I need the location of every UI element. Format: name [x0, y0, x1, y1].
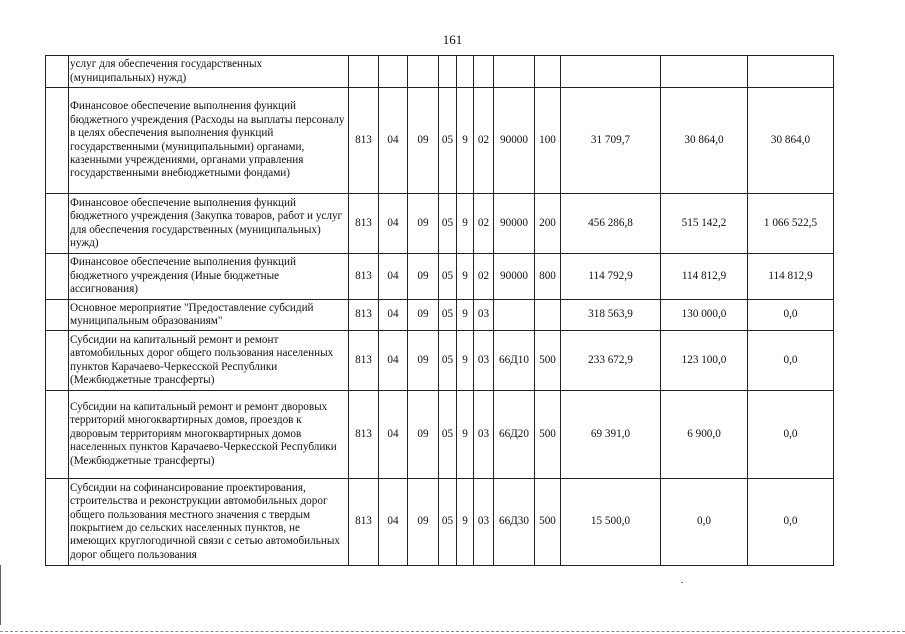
cell-description: Финансовое обеспечение выполнения функций бюджетного учреждения (Расходы на выплаты персоналу в целях обеспечения выполнения функций государственными (муниципальными) органами, казенными учреждениями, органами управления государственными внебюджетными фондами) — [69, 88, 349, 194]
scan-speck — [681, 582, 683, 583]
cell-subsection — [408, 56, 439, 88]
cell-sum-year1 — [561, 56, 661, 88]
cell-subsection: 09 — [408, 300, 439, 331]
cell-blank — [46, 479, 69, 566]
cell-sum-year3: 0,0 — [748, 331, 834, 391]
cell-section: 04 — [379, 479, 408, 566]
cell-section: 04 — [379, 331, 408, 391]
cell-sum-year1: 31 709,7 — [561, 88, 661, 194]
cell-subsection: 09 — [408, 391, 439, 479]
cell-blank — [46, 300, 69, 331]
cell-event: 03 — [474, 391, 494, 479]
cell-glrs: 813 — [349, 194, 379, 254]
cell-section: 04 — [379, 391, 408, 479]
cell-event: 02 — [474, 88, 494, 194]
cell-expense-type: 500 — [535, 479, 561, 566]
cell-sum-year2: 130 000,0 — [661, 300, 748, 331]
cell-subprogram: 9 — [457, 300, 474, 331]
cell-direction: 90000 — [494, 88, 535, 194]
cell-subsection: 09 — [408, 479, 439, 566]
table-row — [46, 300, 834, 331]
cell-expense-type: 800 — [535, 254, 561, 300]
cell-blank — [46, 88, 69, 194]
cell-program — [439, 56, 457, 88]
cell-sum-year2: 6 900,0 — [661, 391, 748, 479]
cell-section: 04 — [379, 194, 408, 254]
cell-direction: 90000 — [494, 194, 535, 254]
scan-edge-mark — [0, 565, 1, 625]
cell-direction — [494, 56, 535, 88]
cell-blank — [46, 331, 69, 391]
cell-subprogram: 9 — [457, 331, 474, 391]
cell-sum-year3 — [748, 56, 834, 88]
table-row — [46, 254, 834, 300]
cell-description: Финансовое обеспечение выполнения функций бюджетного учреждения (Закупка товаров, работ и услуг для обеспечения государственных (муниципальных) нужд) — [69, 194, 349, 254]
cell-description: Субсидии на капитальный ремонт и ремонт дворовых территорий многоквартирных домов, проездов к дворовым территориям многоквартирных домов населенных пунктов Карачаево-Черкесской Республики (Межбюджетные трансферты) — [69, 391, 349, 479]
cell-section: 04 — [379, 254, 408, 300]
cell-event: 02 — [474, 254, 494, 300]
cell-sum-year2: 515 142,2 — [661, 194, 748, 254]
cell-program: 05 — [439, 300, 457, 331]
cell-blank — [46, 194, 69, 254]
cell-program: 05 — [439, 88, 457, 194]
cell-expense-type — [535, 300, 561, 331]
cell-glrs: 813 — [349, 300, 379, 331]
cell-expense-type — [535, 56, 561, 88]
cell-direction: 66Д30 — [494, 479, 535, 566]
cell-subsection: 09 — [408, 254, 439, 300]
cell-description: услуг для обеспечения государственных (муниципальных) нужд) — [69, 56, 349, 88]
page-number: 161 — [442, 32, 463, 47]
cell-program: 05 — [439, 479, 457, 566]
cell-sum-year2 — [661, 56, 748, 88]
cell-sum-year1: 318 563,9 — [561, 300, 661, 331]
cell-glrs: 813 — [349, 254, 379, 300]
cell-program: 05 — [439, 331, 457, 391]
cell-subprogram — [457, 56, 474, 88]
budget-table — [45, 55, 834, 566]
cell-direction — [494, 300, 535, 331]
cell-direction: 90000 — [494, 254, 535, 300]
cell-sum-year2: 123 100,0 — [661, 331, 748, 391]
cell-subsection: 09 — [408, 194, 439, 254]
cell-sum-year2: 30 864,0 — [661, 88, 748, 194]
cell-glrs: 813 — [349, 331, 379, 391]
cell-sum-year1: 114 792,9 — [561, 254, 661, 300]
cell-description: Основное мероприятие "Предоставление субсидий муниципальным образованиям" — [69, 300, 349, 331]
table-row — [46, 391, 834, 479]
cell-event: 03 — [474, 300, 494, 331]
table-row — [46, 194, 834, 254]
cell-glrs: 813 — [349, 479, 379, 566]
cell-expense-type: 500 — [535, 331, 561, 391]
cell-sum-year3: 0,0 — [748, 391, 834, 479]
cell-program: 05 — [439, 194, 457, 254]
table-row — [46, 56, 834, 88]
cell-section: 04 — [379, 300, 408, 331]
cell-subprogram: 9 — [457, 88, 474, 194]
cell-sum-year1: 456 286,8 — [561, 194, 661, 254]
cell-sum-year3: 0,0 — [748, 479, 834, 566]
cell-description: Финансовое обеспечение выполнения функций бюджетного учреждения (Иные бюджетные ассигнования) — [69, 254, 349, 300]
cell-sum-year1: 233 672,9 — [561, 331, 661, 391]
cell-sum-year3: 1 066 522,5 — [748, 194, 834, 254]
cell-expense-type: 100 — [535, 88, 561, 194]
cell-blank — [46, 254, 69, 300]
cell-subprogram: 9 — [457, 194, 474, 254]
cell-sum-year1: 15 500,0 — [561, 479, 661, 566]
cell-glrs: 813 — [349, 88, 379, 194]
cell-program: 05 — [439, 254, 457, 300]
cell-event: 03 — [474, 479, 494, 566]
page-bottom-edge — [0, 631, 905, 632]
cell-glrs — [349, 56, 379, 88]
cell-subsection: 09 — [408, 88, 439, 194]
cell-subprogram: 9 — [457, 254, 474, 300]
cell-description: Субсидии на капитальный ремонт и ремонт автомобильных дорог общего пользования населенных пунктов Карачаево-Черкесской Республики (Межбюджетные трансферты) — [69, 331, 349, 391]
cell-sum-year1: 69 391,0 — [561, 391, 661, 479]
cell-subsection: 09 — [408, 331, 439, 391]
cell-glrs: 813 — [349, 391, 379, 479]
cell-blank — [46, 391, 69, 479]
cell-section — [379, 56, 408, 88]
table-row — [46, 331, 834, 391]
cell-subprogram: 9 — [457, 391, 474, 479]
cell-program: 05 — [439, 391, 457, 479]
cell-sum-year3: 0,0 — [748, 300, 834, 331]
cell-expense-type: 200 — [535, 194, 561, 254]
cell-subprogram: 9 — [457, 479, 474, 566]
table-row — [46, 88, 834, 194]
cell-blank — [46, 56, 69, 88]
cell-direction: 66Д20 — [494, 391, 535, 479]
cell-event: 02 — [474, 194, 494, 254]
cell-sum-year3: 114 812,9 — [748, 254, 834, 300]
cell-section: 04 — [379, 88, 408, 194]
cell-description: Субсидии на софинансирование проектирования, строительства и реконструкции автомобильных дорог общего пользования местного значения с твердым покрытием до сельских населенных пунктов, не имеющих круглогодичной связи с сетью автомобильных дорог общего пользования — [69, 479, 349, 566]
cell-sum-year2: 114 812,9 — [661, 254, 748, 300]
cell-expense-type: 500 — [535, 391, 561, 479]
cell-event — [474, 56, 494, 88]
table-row — [46, 479, 834, 566]
cell-sum-year3: 30 864,0 — [748, 88, 834, 194]
cell-direction: 66Д10 — [494, 331, 535, 391]
cell-event: 03 — [474, 331, 494, 391]
cell-sum-year2: 0,0 — [661, 479, 748, 566]
